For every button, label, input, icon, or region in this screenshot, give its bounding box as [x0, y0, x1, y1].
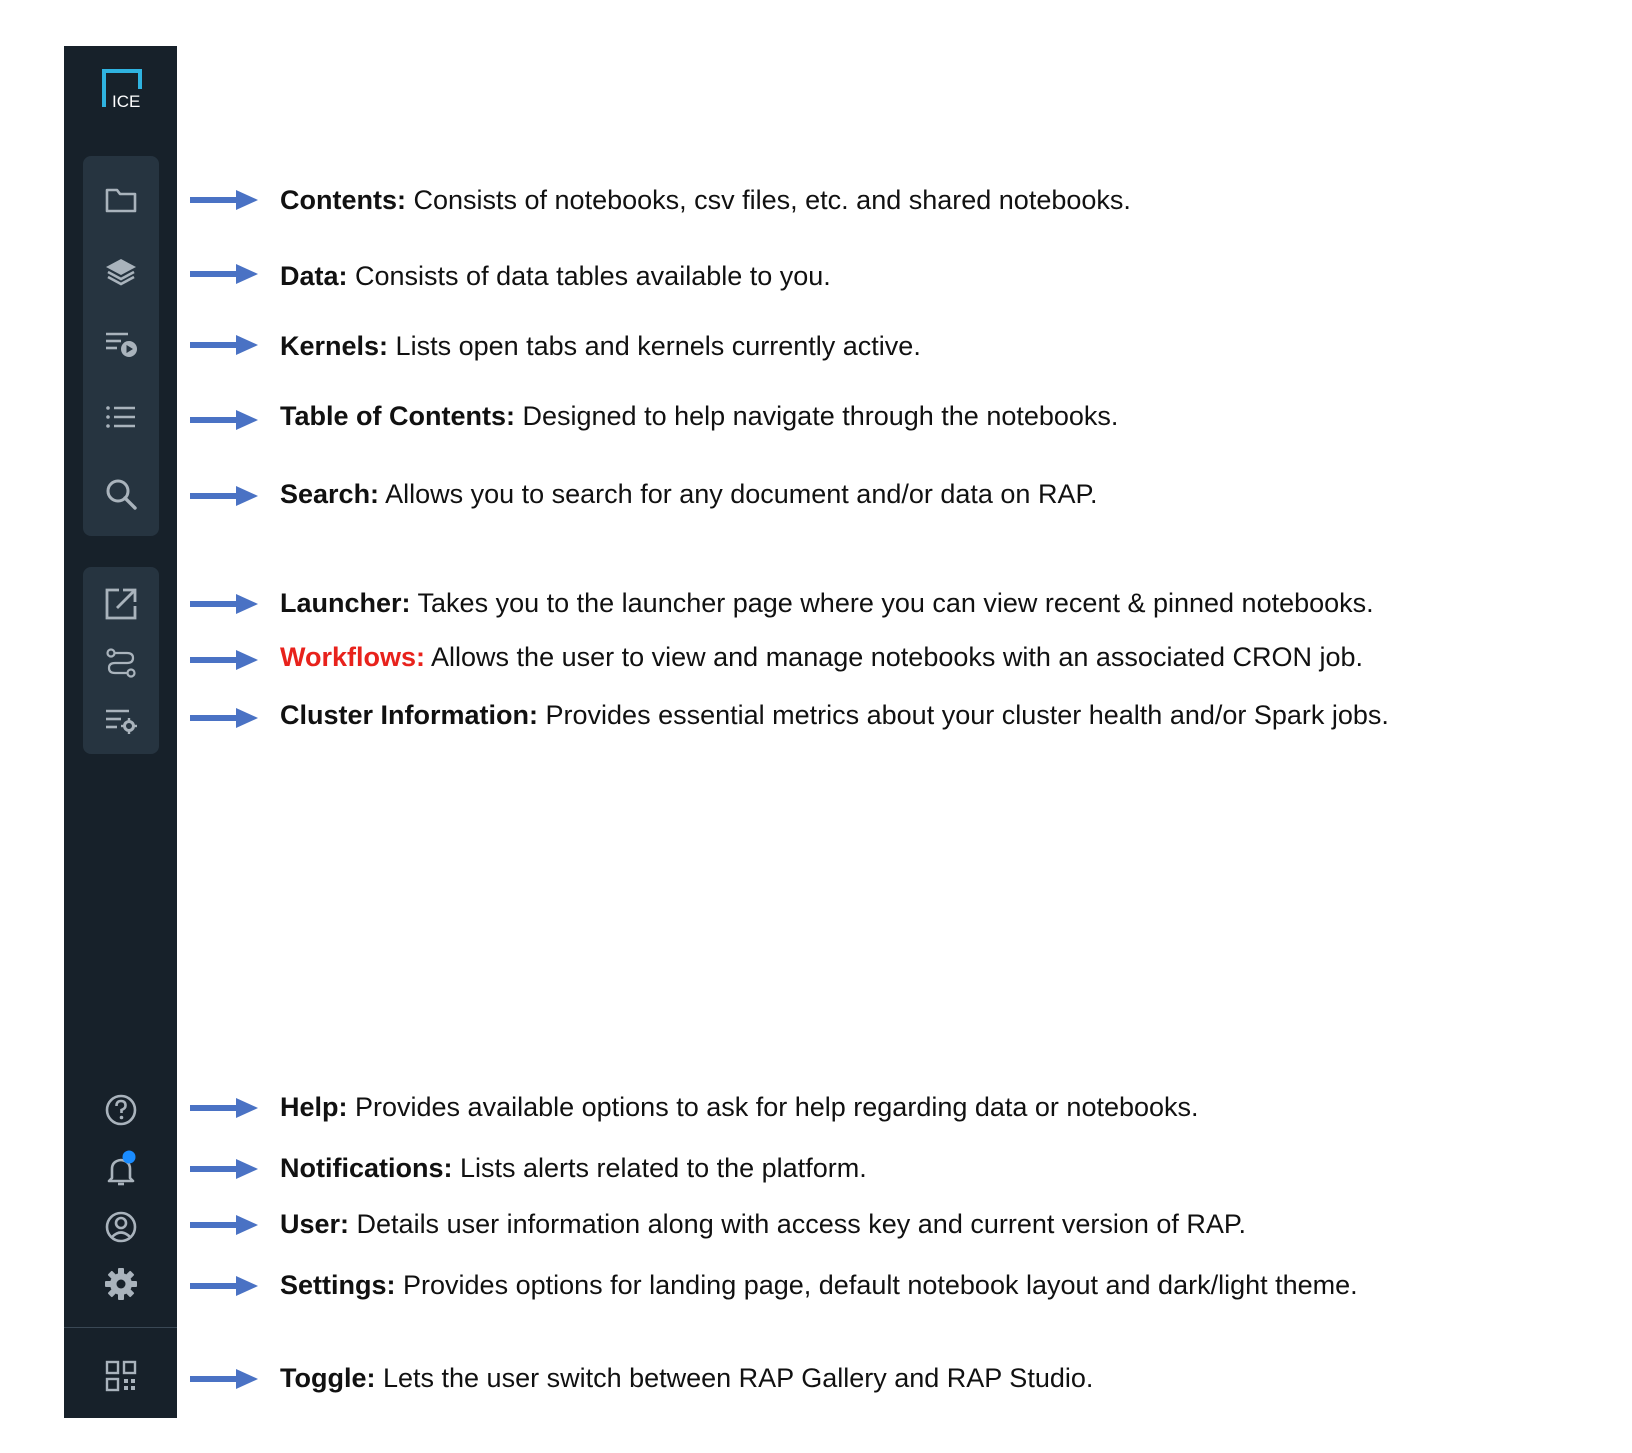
bell-icon	[103, 1152, 139, 1188]
sidebar-item-workflows[interactable]	[100, 641, 142, 683]
legend-term: Help:	[280, 1092, 348, 1122]
arrow-icon	[190, 408, 258, 432]
legend-notifications	[280, 1152, 867, 1184]
legend-term: Toggle:	[280, 1363, 376, 1393]
legend-description: Allows the user to view and manage notebooks with an associated CRON job.	[425, 642, 1364, 672]
legend-term: Settings:	[280, 1270, 396, 1300]
sidebar-item-search[interactable]	[100, 473, 142, 515]
legend-data	[280, 260, 831, 292]
arrow-icon	[190, 1274, 258, 1298]
arrow-icon	[190, 706, 258, 730]
legend-description: Takes you to the launcher page where you can view recent & pinned notebooks.	[410, 588, 1374, 618]
legend-description: Details user information along with access key and current version of RAP.	[349, 1209, 1246, 1239]
sidebar-item-table-of-contents[interactable]	[100, 396, 142, 438]
legend-toggle	[280, 1362, 1093, 1394]
legend-contents	[280, 184, 1131, 216]
sidebar-item-toggle[interactable]	[100, 1355, 142, 1397]
legend-term: Workflows:	[280, 642, 426, 672]
sidebar-item-user[interactable]	[100, 1206, 142, 1248]
arrow-icon	[190, 1096, 258, 1120]
legend-description: Consists of data tables available to you.	[347, 261, 831, 291]
folder-icon	[103, 182, 139, 218]
sidebar-item-settings[interactable]	[100, 1263, 142, 1305]
sidebar-item-kernels[interactable]	[100, 322, 142, 364]
legend-term: Kernels:	[280, 331, 389, 361]
legend-term: User:	[280, 1209, 350, 1239]
legend-term: Launcher:	[280, 588, 411, 618]
legend-description: Consists of notebooks, csv files, etc. and shared notebooks.	[405, 185, 1131, 215]
sidebar-divider	[64, 1327, 177, 1328]
legend-table-of-contents	[280, 400, 1118, 432]
sidebar-item-help[interactable]	[100, 1089, 142, 1131]
help-circle-icon	[103, 1092, 139, 1128]
legend-settings	[280, 1269, 1358, 1301]
arrow-icon	[190, 333, 258, 357]
notification-dot	[123, 1151, 136, 1164]
legend-term: Contents:	[280, 185, 406, 215]
legend-description: Lists alerts related to the platform.	[452, 1153, 867, 1183]
sidebar-item-contents[interactable]	[100, 179, 142, 221]
bulleted-list-icon	[103, 399, 139, 435]
legend-term: Cluster Information:	[280, 700, 539, 730]
arrow-icon	[190, 1213, 258, 1237]
legend-description: Provides options for landing page, default notebook layout and dark/light theme.	[395, 1270, 1358, 1300]
arrow-icon	[190, 484, 258, 508]
legend-workflows	[280, 641, 1363, 673]
ice-logo[interactable]	[100, 67, 144, 111]
list-gear-icon	[103, 702, 139, 738]
legend-cluster-information	[280, 699, 1389, 731]
legend-description: Lets the user switch between RAP Gallery and RAP Studio.	[375, 1363, 1094, 1393]
legend-description: Lists open tabs and kernels currently active.	[388, 331, 921, 361]
sidebar-item-launcher[interactable]	[100, 583, 142, 625]
legend-search	[280, 478, 1098, 510]
arrow-icon	[190, 262, 258, 286]
sidebar-item-notifications[interactable]	[100, 1149, 142, 1191]
arrow-icon	[190, 648, 258, 672]
list-play-icon	[103, 325, 139, 361]
search-icon	[103, 476, 139, 512]
layers-icon	[103, 254, 139, 290]
legend-description: Allows you to search for any document and/or data on RAP.	[379, 479, 1098, 509]
arrow-icon	[190, 1157, 258, 1181]
legend-term: Search:	[280, 479, 380, 509]
grid-icon	[103, 1358, 139, 1394]
sidebar-item-cluster-information[interactable]	[100, 699, 142, 741]
logo-text: ICE	[112, 92, 141, 111]
sidebar-item-data[interactable]	[100, 251, 142, 293]
gear-icon	[103, 1266, 139, 1302]
legend-description: Designed to help navigate through the notebooks.	[514, 401, 1119, 431]
legend-term: Table of Contents:	[280, 401, 515, 431]
arrow-icon	[190, 188, 258, 212]
legend-term: Notifications:	[280, 1153, 453, 1183]
legend-term: Data:	[280, 261, 348, 291]
legend-description: Provides essential metrics about your cluster health and/or Spark jobs.	[538, 700, 1389, 730]
workflow-icon	[103, 644, 139, 680]
external-link-icon	[103, 586, 139, 622]
arrow-icon	[190, 592, 258, 616]
legend-launcher	[280, 587, 1374, 619]
user-circle-icon	[103, 1209, 139, 1245]
legend-kernels	[280, 330, 921, 362]
legend-user	[280, 1208, 1246, 1240]
legend-description: Provides available options to ask for help regarding data or notebooks.	[347, 1092, 1199, 1122]
arrow-icon	[190, 1367, 258, 1391]
legend-help	[280, 1091, 1199, 1123]
